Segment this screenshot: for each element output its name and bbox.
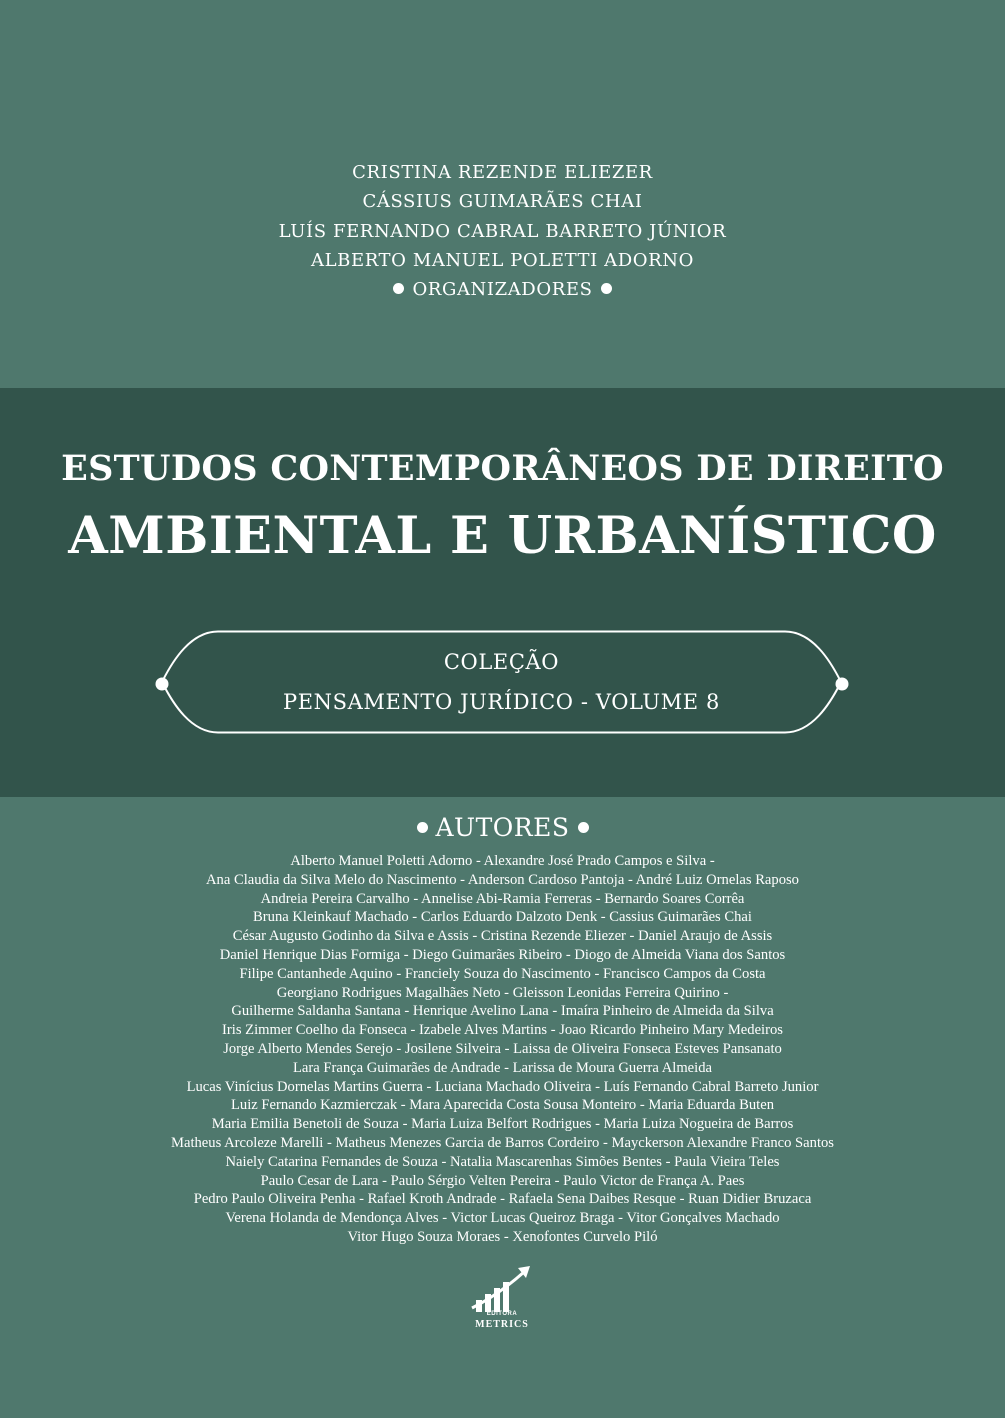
authors-list [0, 852, 1005, 1247]
organizer-name: ALBERTO MANUEL POLETTI ADORNO [311, 249, 694, 271]
book-title-line1: ESTUDOS CONTEMPORÂNEOS DE DIREITO [61, 448, 944, 489]
organizers-label-row [0, 275, 1005, 304]
authors-line: Alberto Manuel Poletti Adorno - Alexandre José Prado Campos e Silva - [290, 853, 715, 869]
authors-line: Lara França Guimarães de Andrade - Larissa de Moura Guerra Almeida [293, 1059, 712, 1076]
capsule-right-dot-icon [834, 676, 850, 692]
authors-line: Iris Zimmer Coelho da Fonseca - Izabele Alves Martins - Joao Ricardo Pinheiro Mary Medeiros [222, 1022, 783, 1039]
organizer-name: CRISTINA REZENDE ELIEZER [352, 162, 653, 183]
organizer-name: LUÍS FERNANDO CABRAL BARRETO JÚNIOR [278, 220, 727, 242]
organizers-block [0, 158, 1005, 304]
authors-line: Lucas Vinícius Dornelas Martins Guerra - Luciana Machado Oliveira - Luís Fernando Cabral Barreto Junior [186, 1078, 819, 1095]
authors-heading: AUTORES [435, 813, 570, 842]
organizer-name: CÁSSIUS GUIMARÃES CHAI [362, 191, 643, 213]
publisher-line1: EDITORA [486, 1311, 518, 1317]
book-title-line2: AMBIENTAL E URBANÍSTICO [68, 506, 937, 566]
authors-line: Guilherme Saldanha Santana - Henrique Avelino Lana - Imaíra Pinheiro de Almeida da Silva [231, 1003, 774, 1020]
authors-line: Vitor Hugo Souza Moraes - Xenofontes Curvelo Piló [347, 1228, 658, 1245]
collection-label: COLEÇÃO [443, 650, 560, 674]
organizers-label: ORGANIZADORES [412, 279, 593, 301]
authors-line: Andreia Pereira Carvalho - Annelise Abi-Ramia Ferreras - Bernardo Soares Corrêa [260, 890, 745, 907]
authors-line: Naiely Catarina Fernandes de Souza - Natalia Mascarenhas Simões Bentes - Paula Vieira Teles [225, 1153, 780, 1170]
authors-line: César Augusto Godinho da Silva e Assis - Cristina Rezende Eliezer - Daniel Araujo de Assis [232, 928, 773, 945]
collection-badge [162, 630, 841, 734]
bullet-dot-icon [601, 283, 612, 294]
authors-line: Jorge Alberto Mendes Serejo - Josilene Silveira - Laissa de Oliveira Fonseca Esteves Pansanato [223, 1040, 782, 1057]
authors-line: Pedro Paulo Oliveira Penha - Rafael Kroth Andrade - Rafaela Sena Daibes Resque - Ruan Didier Bruzaca [193, 1191, 812, 1208]
authors-line: Luiz Fernando Kazmierczak - Mara Aparecida Costa Sousa Monteiro - Maria Eduarda Buten [230, 1097, 775, 1114]
publisher-name: METRICS [475, 1319, 529, 1330]
authors-line: Bruna Kleinkauf Machado - Carlos Eduardo Dalzoto Denk - Cassius Guimarães Chai [253, 909, 752, 926]
authors-line: Ana Claudia da Silva Melo do Nascimento - Anderson Cardoso Pantoja - André Luiz Ornelas Raposo [206, 871, 799, 888]
authors-line: Matheus Arcoleze Marelli - Matheus Menezes Garcia de Barros Cordeiro - Mayckerson Alexandre Franco Santos [171, 1134, 834, 1151]
collection-frame [162, 630, 841, 734]
authors-line: Verena Holanda de Mendonça Alves - Victor Lucas Queiroz Braga - Vitor Gonçalves Machado [225, 1210, 780, 1227]
bullet-dot-icon [578, 822, 589, 833]
capsule-left-dot-icon [154, 676, 170, 692]
authors-line: Paulo Cesar de Lara - Paulo Sérgio Velten Pereira - Paulo Victor de França A. Paes [260, 1172, 745, 1189]
authors-line: Georgiano Rodrigues Magalhães Neto - Gleisson Leonidas Ferreira Quirino - [276, 984, 729, 1001]
authors-line: Daniel Henrique Dias Formiga - Diego Guimarães Ribeiro - Diogo de Almeida Viana dos Santos [219, 946, 786, 963]
collection-name: PENSAMENTO JURÍDICO - VOLUME 8 [283, 690, 720, 714]
authors-heading-row [0, 813, 1005, 842]
authors-line: Filipe Cantanhede Aquino - Franciely Souza do Nascimento - Francisco Campos da Costa [239, 965, 766, 982]
bullet-dot-icon [393, 283, 404, 294]
authors-line: Maria Emilia Benetoli de Souza - Maria Luiza Belfort Rodrigues - Maria Luiza Nogueira de Barros [211, 1116, 794, 1133]
bullet-dot-icon [417, 822, 428, 833]
